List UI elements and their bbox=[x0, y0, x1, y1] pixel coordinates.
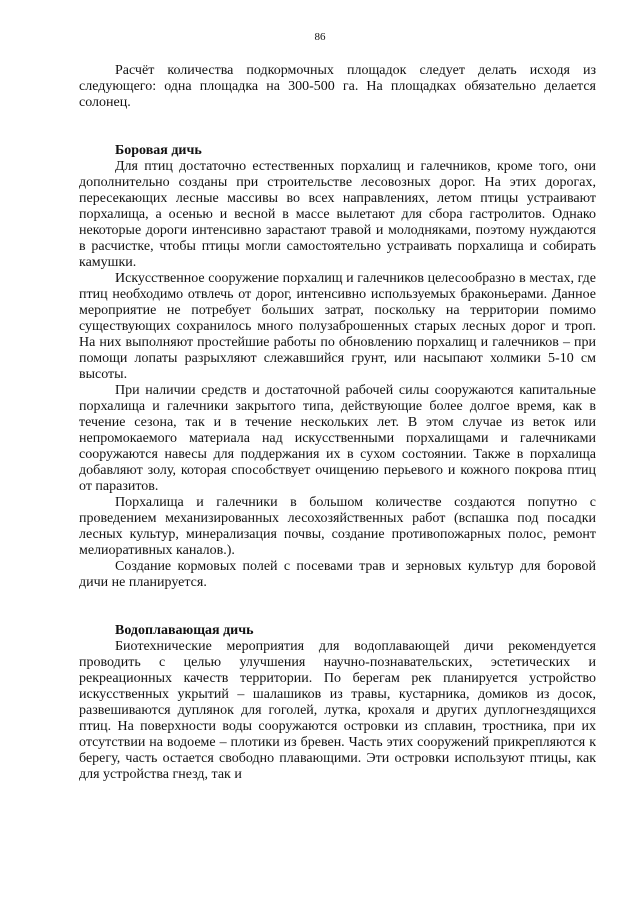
page-number: 86 bbox=[314, 31, 326, 43]
intro-paragraph: Расчёт количества подкормочных площадок следует делать исходя из следующего: одна площадка на 300-500 га. На площадках обязательно делается солонец. bbox=[79, 63, 596, 110]
paragraph: При наличии средств и достаточной рабочей силы сооружаются капитальные порхалища и галечники закрытого типа, действующие более долгое время, как в течение сезона, так и в течение нескольких лет. В этом случае из веток или непромокаемого материала над искусственными порхалищами и галечниками сооружаются навесы для поддержания их в сухом состоянии. Также в порхалища добавляют золу, которая способствует очищению перьевого и кожного покрова птиц от паразитов. bbox=[79, 383, 596, 494]
section-heading-waterfowl: Водоплавающая дичь bbox=[115, 623, 254, 638]
section-heading-boreal-game: Боровая дичь bbox=[115, 143, 202, 158]
paragraph: Искусственное сооружение порхалищ и галечников целесообразно в местах, где птиц необходимо отвлечь от дорог, интенсивно используемых браконьерами. Данное мероприятие не потребует больших затрат, поскольку на территории помимо существующих сохранилось много полузаброшенных старых лесных дорог и троп. На них выполняют простейшие работы по обновлению порхалищ и галечников – при помощи лопаты разрыхляют слежавшийся грунт, или насыпают холмики 5-10 см высоты. bbox=[79, 271, 596, 382]
paragraph: Порхалища и галечники в большом количестве создаются попутно с проведением механизированных лесохозяйственных работ (вспашка под посадки лесных культур, минерализация почвы, создание противопожарных полос, ремонт мелиоративных каналов.). bbox=[79, 495, 596, 558]
paragraph: Создание кормовых полей с посевами трав и зерновых культур для боровой дичи не планируется. bbox=[79, 559, 596, 590]
paragraph: Для птиц достаточно естественных порхалищ и галечников, кроме того, они дополнительно созданы при строительстве лесовозных дорог. На этих дорогах, пересекающих лесные массивы во всех направлениях, летом птицы устраивают порхалища, а осенью и весной в массе вылетают для сбора гастролитов. Однако некоторые дороги интенсивно зарастают травой и молодняками, поэтому нуждаются в расчистке, чтобы птицы могли самостоятельно устраивать порхалища и собирать камушки. bbox=[79, 159, 596, 270]
page-content bbox=[79, 63, 596, 783]
paragraph: Биотехнические мероприятия для водоплавающей дичи рекомендуется проводить с целью улучшения научно-познавательских, эстетических и рекреационных качеств территории. По берегам рек планируется устройство искусственных укрытий – шалашиков из травы, кустарника, домиков из досок, развешиваются дуплянок для гоголей, лутка, крохаля и других дуплогнездящихся птиц. На поверхности воды сооружаются островки из сплавин, тростника, при их отсутствии на водоеме – плотики из бревен. Часть этих сооружений прикрепляются к берегу, часть остается свободно плавающими. Эти островки используют птицы, как для устройства гнезд, так и bbox=[79, 639, 596, 782]
